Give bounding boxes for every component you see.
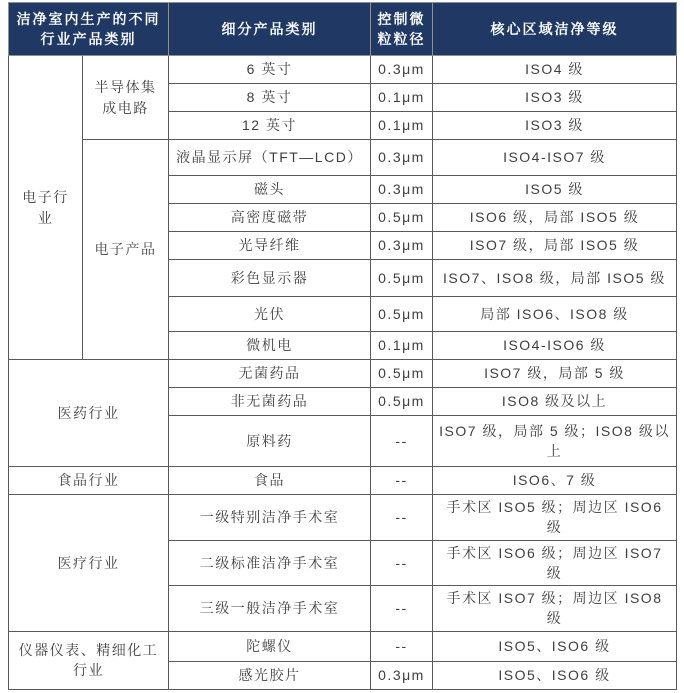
grade-cell: ISO7 级，局部 ISO5 级 (433, 232, 677, 260)
particle-cell: 0.1μm (371, 112, 433, 140)
particle-cell: -- (371, 416, 433, 467)
particle-cell: -- (371, 586, 433, 632)
grade-cell: 手术区 ISO6 级；周边区 ISO7 级 (433, 540, 677, 586)
grade-cell: ISO7 级，局部 5 级；ISO8 级以上 (433, 416, 677, 467)
grade-cell: ISO8 级及以上 (433, 388, 677, 416)
particle-cell: 0.5μm (371, 388, 433, 416)
product-cell: 液晶显示屏（TFT—LCD） (169, 140, 371, 176)
header-industry: 洁净室内生产的不同行业产品类别 (9, 3, 169, 56)
product-cell: 感光胶片 (169, 661, 371, 689)
particle-cell: 0.3μm (371, 140, 433, 176)
product-cell: 磁头 (169, 176, 371, 204)
product-cell: 原料药 (169, 416, 371, 467)
grade-cell: ISO6 级，局部 ISO5 级 (433, 204, 677, 232)
grade-cell: ISO4-ISO7 级 (433, 140, 677, 176)
table-row (9, 140, 677, 176)
particle-cell: 0.3μm (371, 56, 433, 84)
table-row (9, 495, 677, 541)
product-cell: 8 英寸 (169, 84, 371, 112)
particle-cell: 0.3μm (371, 661, 433, 689)
table-row (9, 631, 677, 661)
particle-cell: 0.1μm (371, 332, 433, 360)
header-particle: 控制微粒粒径 (371, 3, 433, 56)
industry-instruments: 仪器仪表、精细化工行业 (9, 631, 169, 689)
grade-cell: 手术区 ISO5 级；周边区 ISO6 级 (433, 495, 677, 541)
particle-cell: 0.3μm (371, 232, 433, 260)
grade-cell: ISO5、ISO6 级 (433, 631, 677, 661)
particle-cell: -- (371, 540, 433, 586)
grade-cell: ISO4-ISO6 级 (433, 332, 677, 360)
product-cell: 食品 (169, 467, 371, 495)
product-cell: 一级特别洁净手术室 (169, 495, 371, 541)
product-cell: 高密度磁带 (169, 204, 371, 232)
header-grade: 核心区域洁净等级 (433, 3, 677, 56)
product-cell: 陀螺仪 (169, 631, 371, 661)
product-cell: 6 英寸 (169, 56, 371, 84)
grade-cell: 局部 ISO6、ISO8 级 (433, 297, 677, 332)
particle-cell: 0.1μm (371, 84, 433, 112)
particle-cell: 0.5μm (371, 260, 433, 297)
table-row (9, 467, 677, 495)
table-row (9, 360, 677, 388)
grade-cell: ISO6、7 级 (433, 467, 677, 495)
particle-cell: 0.5μm (371, 360, 433, 388)
product-cell: 微机电 (169, 332, 371, 360)
particle-cell: 0.5μm (371, 204, 433, 232)
grade-cell: ISO3 级 (433, 112, 677, 140)
particle-cell: 0.5μm (371, 297, 433, 332)
product-cell: 光导纤维 (169, 232, 371, 260)
product-cell: 彩色显示器 (169, 260, 371, 297)
grade-cell: ISO3 级 (433, 84, 677, 112)
product-cell: 三级一般洁净手术室 (169, 586, 371, 632)
cleanroom-grade-table (8, 2, 677, 690)
industry-electronics: 电子行业 (9, 56, 83, 360)
industry-food: 食品行业 (9, 467, 169, 495)
grade-cell: ISO7、ISO8 级，局部 ISO5 级 (433, 260, 677, 297)
header-category: 细分产品类别 (169, 3, 371, 56)
particle-cell: -- (371, 495, 433, 541)
particle-cell: -- (371, 467, 433, 495)
industry-medical: 医疗行业 (9, 495, 169, 632)
product-cell: 光伏 (169, 297, 371, 332)
product-cell: 非无菌药品 (169, 388, 371, 416)
particle-cell: -- (371, 631, 433, 661)
sub-industry-semiconductor: 半导体集成电路 (83, 56, 169, 140)
table-row (9, 56, 677, 84)
grade-cell: ISO5 级 (433, 176, 677, 204)
product-cell: 无菌药品 (169, 360, 371, 388)
product-cell: 12 英寸 (169, 112, 371, 140)
grade-cell: 手术区 ISO7 级；周边区 ISO8 级 (433, 586, 677, 632)
sub-industry-electronic-products: 电子产品 (83, 140, 169, 360)
product-cell: 二级标准洁净手术室 (169, 540, 371, 586)
grade-cell: ISO5、ISO6 级 (433, 661, 677, 689)
grade-cell: ISO7 级，局部 5 级 (433, 360, 677, 388)
industry-pharma: 医药行业 (9, 360, 169, 467)
particle-cell: 0.3μm (371, 176, 433, 204)
header-row (9, 3, 677, 56)
grade-cell: ISO4 级 (433, 56, 677, 84)
